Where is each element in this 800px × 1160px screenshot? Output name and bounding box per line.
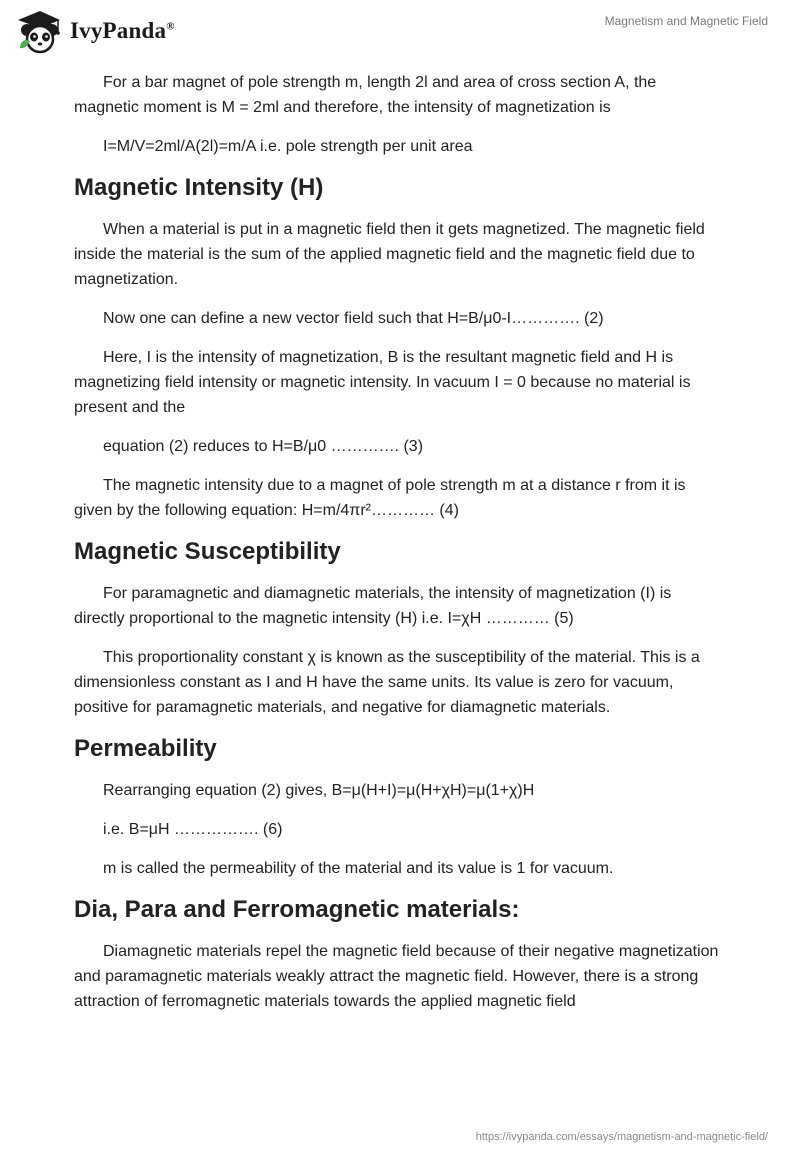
document-title: Magnetism and Magnetic Field [604, 14, 768, 28]
brand-name: IvyPanda® [70, 18, 175, 43]
paragraph: For a bar magnet of pole strength m, length 2l and area of cross section A, the magnetic moment is M = 2ml and therefore, the intensity of magnetization is [74, 74, 657, 116]
paragraph: This proportionality constant χ is known as the susceptibility of the material. This is a dimensionless constant as I and H have the same units. Its value is zero for vacuum, positive for paramagnetic materials, and negative for diamagnetic materials. [74, 649, 700, 716]
panda-graduate-icon [14, 8, 62, 54]
section-heading-materials: Dia, Para and Ferromagnetic materials: [74, 896, 520, 923]
paragraph: For paramagnetic and diamagnetic materials, the intensity of magnetization (I) is directly proportional to the magnetic intensity (H) i.e. I=χH ………… (5) [74, 585, 672, 627]
paragraph: Now one can define a new vector field such that H=B/μ0-I…………. (2) [103, 310, 604, 327]
section-heading-magnetic-susceptibility: Magnetic Susceptibility [74, 538, 341, 565]
trademark: ® [166, 20, 175, 33]
paragraph: equation (2) reduces to H=B/μ0 …………. (3) [103, 438, 424, 455]
paragraph: Rearranging equation (2) gives, B=μ(H+I)=μ(H+χH)=μ(1+χ)H [103, 782, 535, 799]
paragraph: The magnetic intensity due to a magnet of pole strength m at a distance r from it is given by the following equation: H=m/4πr²………… (4) [74, 477, 686, 519]
paragraph: I=M/V=2ml/A(2l)=m/A i.e. pole strength per unit area [103, 138, 473, 155]
source-url-link[interactable]: https://ivypanda.com/essays/magnetism-and-magnetic-field/ [475, 1131, 768, 1143]
paragraph: When a material is put in a magnetic field then it gets magnetized. The magnetic field inside the material is the sum of the applied magnetic field and the magnetic field due to magnetization. [74, 221, 705, 288]
page-header [0, 0, 800, 60]
section-heading-permeability: Permeability [74, 735, 217, 762]
paragraph: Diamagnetic materials repel the magnetic field because of their negative magnetization and paramagnetic materials weakly attract the magnetic field. However, there is a strong attraction of ferromagnetic materials towards the applied magnetic field [74, 943, 719, 1010]
paragraph: m is called the permeability of the material and its value is 1 for vacuum. [103, 860, 614, 877]
section-heading-magnetic-intensity: Magnetic Intensity (H) [74, 174, 324, 201]
paragraph: i.e. B=μH ……………. (6) [103, 821, 283, 838]
essay-content [74, 70, 724, 1028]
paragraph: Here, I is the intensity of magnetization, B is the resultant magnetic field and H is magnetizing field intensity or magnetic intensity. In vacuum I = 0 because no material is present and the [74, 349, 691, 416]
ivypanda-logo[interactable] [14, 8, 189, 54]
